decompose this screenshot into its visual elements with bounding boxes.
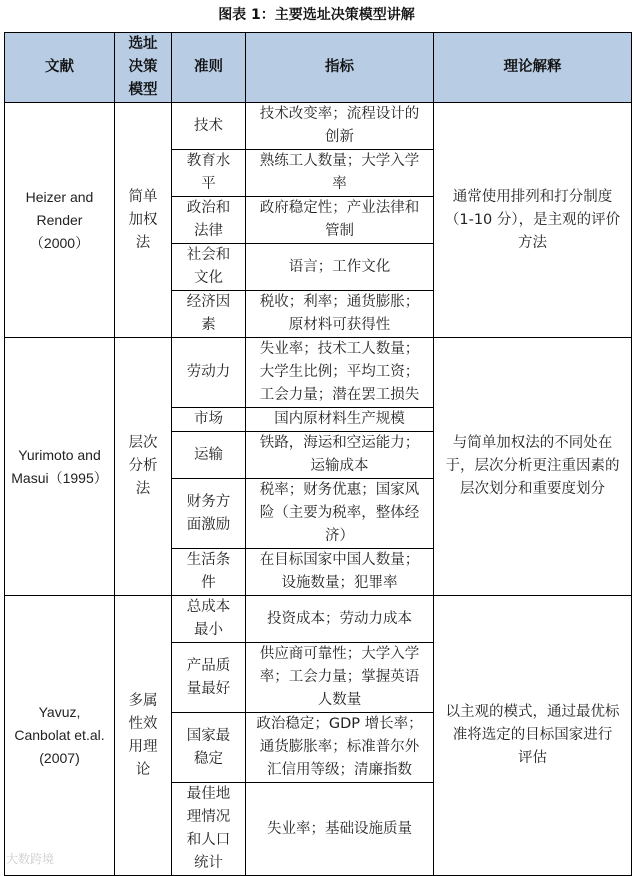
header-literature: 文献 — [5, 33, 115, 103]
criterion-cell: 生活条 件 — [172, 549, 246, 596]
criterion-cell: 国家最 稳定 — [172, 713, 246, 783]
model-cell: 简单 加权 法 — [115, 103, 172, 338]
indicator-cell: 税率；财务优惠；国家风 险（主要为税率，整体经 济） — [246, 479, 434, 549]
header-indicator: 指标 — [246, 33, 434, 103]
header-criterion: 准则 — [172, 33, 246, 103]
criterion-cell: 技术 — [172, 103, 246, 150]
criterion-cell: 劳动力 — [172, 338, 246, 408]
model-cell: 多属 性效 用理 论 — [115, 596, 172, 876]
criterion-cell: 教育水 平 — [172, 150, 246, 197]
literature-cell: Heizer and Render （2000） — [5, 103, 115, 338]
criterion-cell: 产品质 量最好 — [172, 643, 246, 713]
table-row — [5, 596, 632, 643]
header-row — [5, 33, 632, 103]
criterion-cell: 经济因 素 — [172, 291, 246, 338]
explanation-cell: 与简单加权法的不同处在 于，层次分析更注重因素的 层次划分和重要度划分 — [434, 338, 632, 596]
site-selection-models-table — [4, 32, 632, 876]
indicator-cell: 国内原材料生产规模 — [246, 408, 434, 432]
table-caption: 图表 1：主要选址决策模型讲解 — [218, 7, 415, 23]
criterion-cell: 政治和 法律 — [172, 197, 246, 244]
criterion-cell: 市场 — [172, 408, 246, 432]
criterion-cell: 社会和 文化 — [172, 244, 246, 291]
indicator-cell: 投资成本；劳动力成本 — [246, 596, 434, 643]
literature-cell: Yurimoto and Masui（1995） — [5, 338, 115, 596]
indicator-cell: 政府稳定性；产业法律和 管制 — [246, 197, 434, 244]
indicator-cell: 失业率；基础设施质量 — [246, 783, 434, 876]
indicator-cell: 熟练工人数量；大学入学 率 — [246, 150, 434, 197]
criterion-cell: 财务方 面激励 — [172, 479, 246, 549]
indicator-cell: 在目标国家中国人数量； 设施数量；犯罪率 — [246, 549, 434, 596]
criterion-cell: 总成本 最小 — [172, 596, 246, 643]
indicator-cell: 政治稳定；GDP 增长率； 通货膨胀率；标准普尔外 汇信用等级；清廉指数 — [246, 713, 434, 783]
literature-cell: Yavuz, Canbolat et.al. (2007) — [5, 596, 115, 876]
indicator-cell: 供应商可靠性；大学入学 率；工会力量；掌握英语 人数量 — [246, 643, 434, 713]
table-row — [5, 103, 632, 150]
indicator-cell: 税收；利率；通货膨胀； 原材料可获得性 — [246, 291, 434, 338]
criterion-cell: 最佳地 理情况 和人口 统计 — [172, 783, 246, 876]
header-explanation: 理论解释 — [434, 33, 632, 103]
explanation-cell: 以主观的模式，通过最优标 准将选定的目标国家进行 评估 — [434, 596, 632, 876]
watermark-logo: 大数跨境 — [6, 852, 55, 866]
model-cell: 层次 分析 法 — [115, 338, 172, 596]
header-model: 选址 决策 模型 — [115, 33, 172, 103]
criterion-cell: 运输 — [172, 432, 246, 479]
explanation-cell: 通常使用排列和打分制度 （1-10 分），是主观的评价 方法 — [434, 103, 632, 338]
table-row — [5, 338, 632, 408]
indicator-cell: 失业率；技术工人数量； 大学生比例；平均工资； 工会力量；潜在罢工损失 — [246, 338, 434, 408]
indicator-cell: 技术改变率；流程设计的 创新 — [246, 103, 434, 150]
indicator-cell: 铁路，海运和空运能力； 运输成本 — [246, 432, 434, 479]
indicator-cell: 语言；工作文化 — [246, 244, 434, 291]
